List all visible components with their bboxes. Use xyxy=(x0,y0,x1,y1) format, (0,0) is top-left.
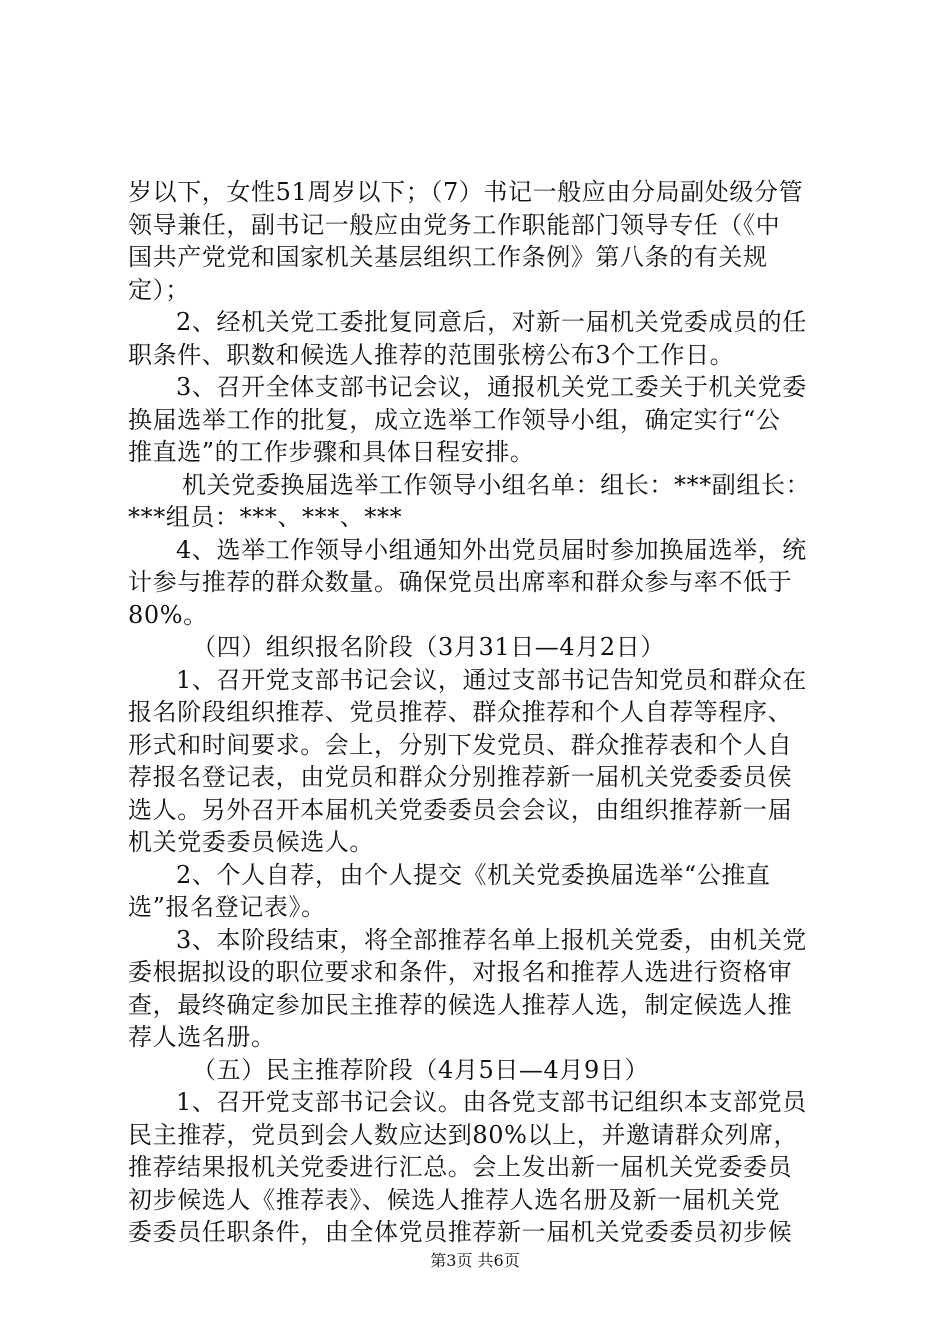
text-line: 国共产党党和国家机关基层组织工作条例》第八条的有关规 xyxy=(128,243,768,271)
paragraph-start: 机关党委换届选举工作领导小组名单：组长：***副组长： xyxy=(182,470,811,499)
text-line: 换届选举工作的批复，成立选举工作领导小组，确定实行“公 xyxy=(128,405,781,434)
text-line: 领导兼任，副书记一般应由党务工作职能部门领导专任（《中 xyxy=(128,210,781,239)
text-line: 定）； xyxy=(128,275,190,304)
paragraph-start: 2、经机关党工委批复同意后，对新一届机关党委成员的任 xyxy=(176,308,807,336)
section-heading: （四）组织报名阶段（3月31日—4月2日） xyxy=(192,633,665,661)
section-heading: （五）民主推荐阶段（4月5日—4月9日） xyxy=(192,1055,650,1084)
text-line: 岁以下，女性51周岁以下；（7）书记一般应由分局副处级分管 xyxy=(128,178,804,206)
text-line: 机关党委委员候选人。 xyxy=(128,828,374,856)
text-line: 职条件、职数和候选人推荐的范围张榜公布3个工作日。 xyxy=(128,340,735,369)
text-line: 查，最终确定参加民主推荐的候选人推荐人选，制定候选人推 xyxy=(128,990,793,1019)
paragraph-start: 4、选举工作领导小组通知外出党员届时参加换届选举，统 xyxy=(176,535,807,564)
text-line: 初步候选人《推荐表》、候选人推荐人选名册及新一届机关党 xyxy=(128,1185,781,1214)
text-line: 报名阶段组织推荐、党员推荐、群众推荐和个人自荐等程序、 xyxy=(128,698,793,726)
text-line: 计参与推荐的群众数量。确保党员出席率和群众参与率不低于 xyxy=(128,568,793,596)
document-body xyxy=(128,176,832,1249)
paragraph-start: 1、召开党支部书记会议。由各党支部书记组织本支部党员 xyxy=(176,1088,807,1116)
text-line: 推荐结果报机关党委进行汇总。会上发出新一届机关党委委员 xyxy=(128,1153,793,1181)
text-line: 选”报名登记表》。 xyxy=(128,893,326,921)
text-line: 荐报名登记表，由党员和群众分别推荐新一届机关党委委员侯 xyxy=(128,763,793,791)
text-line: 荐人选名册。 xyxy=(128,1023,276,1051)
text-line: 委委员任职条件，由全体党员推荐新一届机关党委委员初步候 xyxy=(128,1218,793,1246)
page-number-footer: 第3页 共6页 xyxy=(430,1251,520,1270)
paragraph-start: 3、召开全体支部书记会议，通报机关党工委关于机关党委 xyxy=(176,373,807,401)
paragraph-start: 3、本阶段结束，将全部推荐名单上报机关党委，由机关党 xyxy=(176,925,807,954)
text-line: 80%。 xyxy=(128,600,208,629)
text-line: 民主推荐，党员到会人数应达到80%以上，并邀请群众列席， xyxy=(128,1120,799,1149)
paragraph-start: 2、个人自荐，由个人提交《机关党委换届选举“公推直 xyxy=(176,860,771,889)
paragraph-start: 1、召开党支部书记会议，通过支部书记告知党员和群众在 xyxy=(176,665,807,694)
text-line: ***组员：***、***、*** xyxy=(128,503,403,531)
text-line: 推直选”的工作步骤和具体日程安排。 xyxy=(128,438,535,466)
text-line: 委根据拟设的职位要求和条件，对报名和推荐人选进行资格审 xyxy=(128,958,793,986)
text-line: 形式和时间要求。会上，分别下发党员、群众推荐表和个人自 xyxy=(128,730,793,759)
text-line: 选人。另外召开本届机关党委委员会会议，由组织推荐新一届 xyxy=(128,795,793,824)
